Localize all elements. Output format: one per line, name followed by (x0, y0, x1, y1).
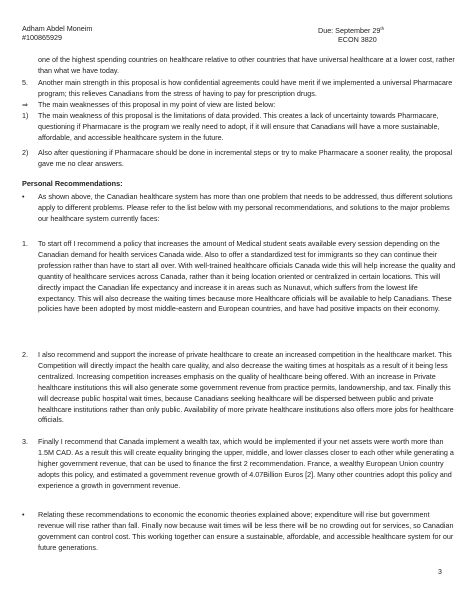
list-item (22, 148, 456, 170)
list-number: 1. (22, 239, 28, 248)
weakness-2-text: Also after questioning if Pharmacare should be done in incremental steps or try to make Pharmacare a sooner reality, the proposal gave me no clear answers. (38, 148, 453, 168)
list-number: 2. (22, 350, 28, 359)
continuation-paragraph: one of the highest spending countries on healthcare relative to other countries that have universal healthcare at a lower cost, rather than what we have today. (38, 55, 455, 75)
list-item (22, 100, 456, 111)
page-number: 3 (438, 569, 442, 576)
header-right (318, 24, 384, 44)
recommendation-1-text: To start off I recommend a policy that increases the amount of Medical student seats available every session depending on the Canadian demand for health services Canada wide. Also to offer a standardized test for immigrants so they can continue their profession rather than have to start all over. With well-trained healthcare officials Canada wide this will help increase the quality and quantity of healthcare services across Canada, rather than it being location oriented or centralized in certain locations. This will directly impact the Canadian life expectancy and increase it in areas such as Nunavut, which suffers from the lowest life expectancy. This will also decrease the waiting times because more Healthcare officials will be available to help Canadians. These policies have been adopted by most middle-eastern and European countries, and have had positive impacts on their economy. (38, 239, 456, 314)
due-date-text: Due: September 29 (318, 26, 381, 35)
header-left (22, 24, 92, 42)
recommendation-3-text: Finally I recommend that Canada implement a wealth tax, which would be implemented if your net assets were worth more than 1.5M CAD. As a result this will create equality bringing the upper, middle, and lower classes closer to each other while generating a higher government revenue, that can be used to finance the first 2 recommendation. France, a wealthy European Union country adopts this policy, and estimated a government revenue growth of 4.07Billion Euros [2]. Many other countries adopt this policy and experience a growth in government revenue. (38, 437, 454, 490)
list-item (22, 510, 456, 554)
list-number: 5. (22, 78, 28, 87)
author-name: Adham Abdel Moneim (22, 24, 93, 33)
bullet-icon: • (22, 510, 25, 519)
list-item (22, 111, 456, 144)
list-number: 2) (22, 148, 29, 157)
course-code: ECON 3820 (338, 35, 377, 45)
section-heading: Personal Recommendations: (22, 179, 123, 188)
list-number: 3. (22, 437, 28, 446)
bullet-icon: • (22, 192, 25, 201)
weakness-intro-text: The main weaknesses of this proposal in my point of view are listed below: (38, 100, 276, 109)
due-date (318, 24, 384, 35)
point-5-text: Another main strength in this proposal is how confidential agreements could have merit if we implemented a universal Pharmacare program; this relieves Canadians from the stress of having to pay for prescription drugs. (38, 78, 453, 98)
recommendation-2-text: I also recommend and support the increase of private healthcare to create an increased competition in the healthcare market. This Competition will directly impact the health care quality, and also decrease the waiting times at hospitals as a result of it being less centralized. Increasing competition increases emphasis on the quality of healthcare being offered. With an increase in Private healthcare institutions this will also generate some government revenue from practice permits, landownership, and tax. Finally this will decrease public hospital wait times, because Canadians seeking healthcare will be dispersed between public and private healthcare institutions rather than only public. Availability of more private healthcare institutions also offers more jobs for healthcare officials. (38, 350, 454, 425)
arrow-icon: ⇒ (22, 100, 29, 109)
due-date-ordinal: th (380, 26, 385, 31)
list-number: 1) (22, 111, 29, 120)
list-item (22, 239, 456, 315)
recommendations-intro-text: As shown above, the Canadian healthcare system has more than one problem that needs to be addressed, thus different solutions apply to different problems. Please refer to the list below with my personal recommendations, and solutions to the major problems our healthcare system currently faces: (38, 192, 453, 223)
list-item (22, 78, 456, 100)
list-item (22, 350, 456, 426)
weakness-1-text: The main weakness of this proposal is the limitations of data provided. This creates a lack of uncertainty towards Pharmacare, questioning if Pharmacare is the program we really need to adopt, if it will ensure that Canadians will have a more sustainable, affordable, and accessible healthcare system in the future. (38, 111, 440, 142)
conclusion-text: Relating these recommendations to economic the economic theories explained above; expenditure will rise but government revenue will rise rather than fall. Finally now because wait times will be less there will be no crowding out for services, so Canadian government can control cost. This working together can ensure a sustainable, affordable, and accessible healthcare system for our future generations. (38, 510, 454, 552)
list-item (22, 192, 456, 225)
student-id: #100865929 (22, 33, 62, 43)
list-item (22, 437, 456, 492)
